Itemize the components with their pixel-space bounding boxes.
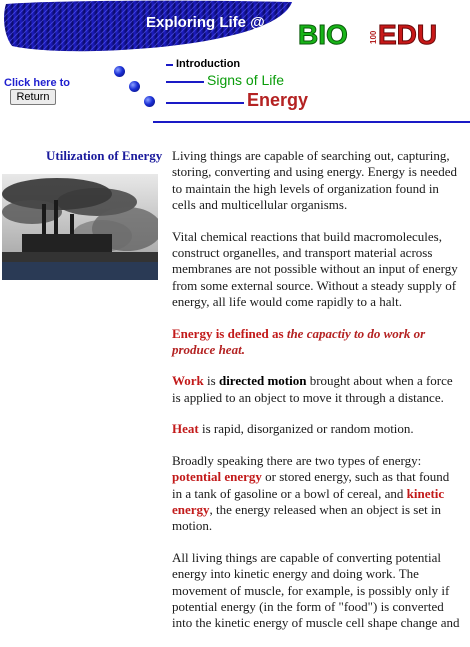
breadcrumb-line-energy bbox=[166, 102, 244, 104]
return-button[interactable]: Return bbox=[10, 89, 56, 105]
work-definition-text: brought about when a force is applied to an object to move it through a distance. bbox=[172, 373, 453, 405]
potential-energy-text: or stored energy, such as that found in a tank of gasoline or a bowl of cereal, and bbox=[172, 469, 450, 501]
logo-bio-text: BIO bbox=[298, 19, 348, 50]
work-is-text: is bbox=[207, 373, 216, 389]
heat-term: Heat bbox=[172, 421, 199, 437]
breadcrumb-introduction[interactable]: Introduction bbox=[176, 58, 241, 70]
main-content bbox=[172, 148, 462, 647]
directed-motion-term: directed motion bbox=[218, 373, 307, 389]
kinetic-energy-text: , the energy released when an object is set in motion. bbox=[172, 501, 442, 534]
paragraph-energy-types bbox=[172, 453, 462, 535]
kinetic-energy-term: kinetic energy bbox=[172, 485, 445, 517]
paragraph-conversion: All living things are capable of converting potential energy into kinetic energy and doing work. The movement of muscle, for example, is possibly only if potential energy (in the form of "food") is converted into the kinetic energy of muscle cell shape change and bbox=[172, 549, 460, 631]
breadcrumb-line-signs bbox=[166, 81, 204, 83]
blue-ball-icon bbox=[129, 81, 140, 92]
paragraph-heat bbox=[172, 421, 462, 437]
energy-definition: the capactiy to do work or produce heat. bbox=[172, 325, 426, 358]
logo-edu-text: EDU bbox=[378, 19, 438, 50]
heat-definition-text: is rapid, disorganized or random motion. bbox=[201, 421, 414, 437]
paragraph-intro: Living things are capable of searching out, capturing, storing, converting and using energy. Energy is needed to maintain the high levels of organization found in cells and multicellular organisms. bbox=[172, 148, 457, 213]
potential-energy-term: potential energy bbox=[172, 469, 262, 485]
energy-types-intro: Broadly speaking there are two types of energy: bbox=[172, 452, 422, 468]
blue-ball-icon bbox=[114, 66, 125, 77]
header-divider bbox=[153, 121, 470, 123]
paragraph-reactions: Vital chemical reactions that build macromolecules, construct organelles, and transport material across membranes are not possible without an input of energy from some external source. Without a steady supply of energy, all life would come rapidly to a halt. bbox=[172, 228, 458, 310]
return-prompt: Click here to bbox=[4, 77, 71, 89]
work-term: Work bbox=[172, 373, 204, 389]
paragraph-energy-definition bbox=[172, 326, 462, 359]
breadcrumb-signs-of-life[interactable]: Signs of Life bbox=[207, 72, 285, 88]
breadcrumb-line-intro bbox=[166, 64, 173, 66]
paragraph-work bbox=[172, 373, 462, 406]
section-title: Utilization of Energy bbox=[46, 148, 163, 163]
site-banner bbox=[0, 0, 470, 58]
logo-mid-text: 100 bbox=[369, 30, 378, 44]
banner-title: Exploring Life @ bbox=[146, 14, 265, 31]
energy-defined-label: Energy is defined as bbox=[172, 325, 284, 341]
power-plant-image bbox=[2, 174, 158, 280]
page-title: Energy bbox=[247, 90, 309, 110]
blue-ball-icon bbox=[144, 96, 155, 107]
